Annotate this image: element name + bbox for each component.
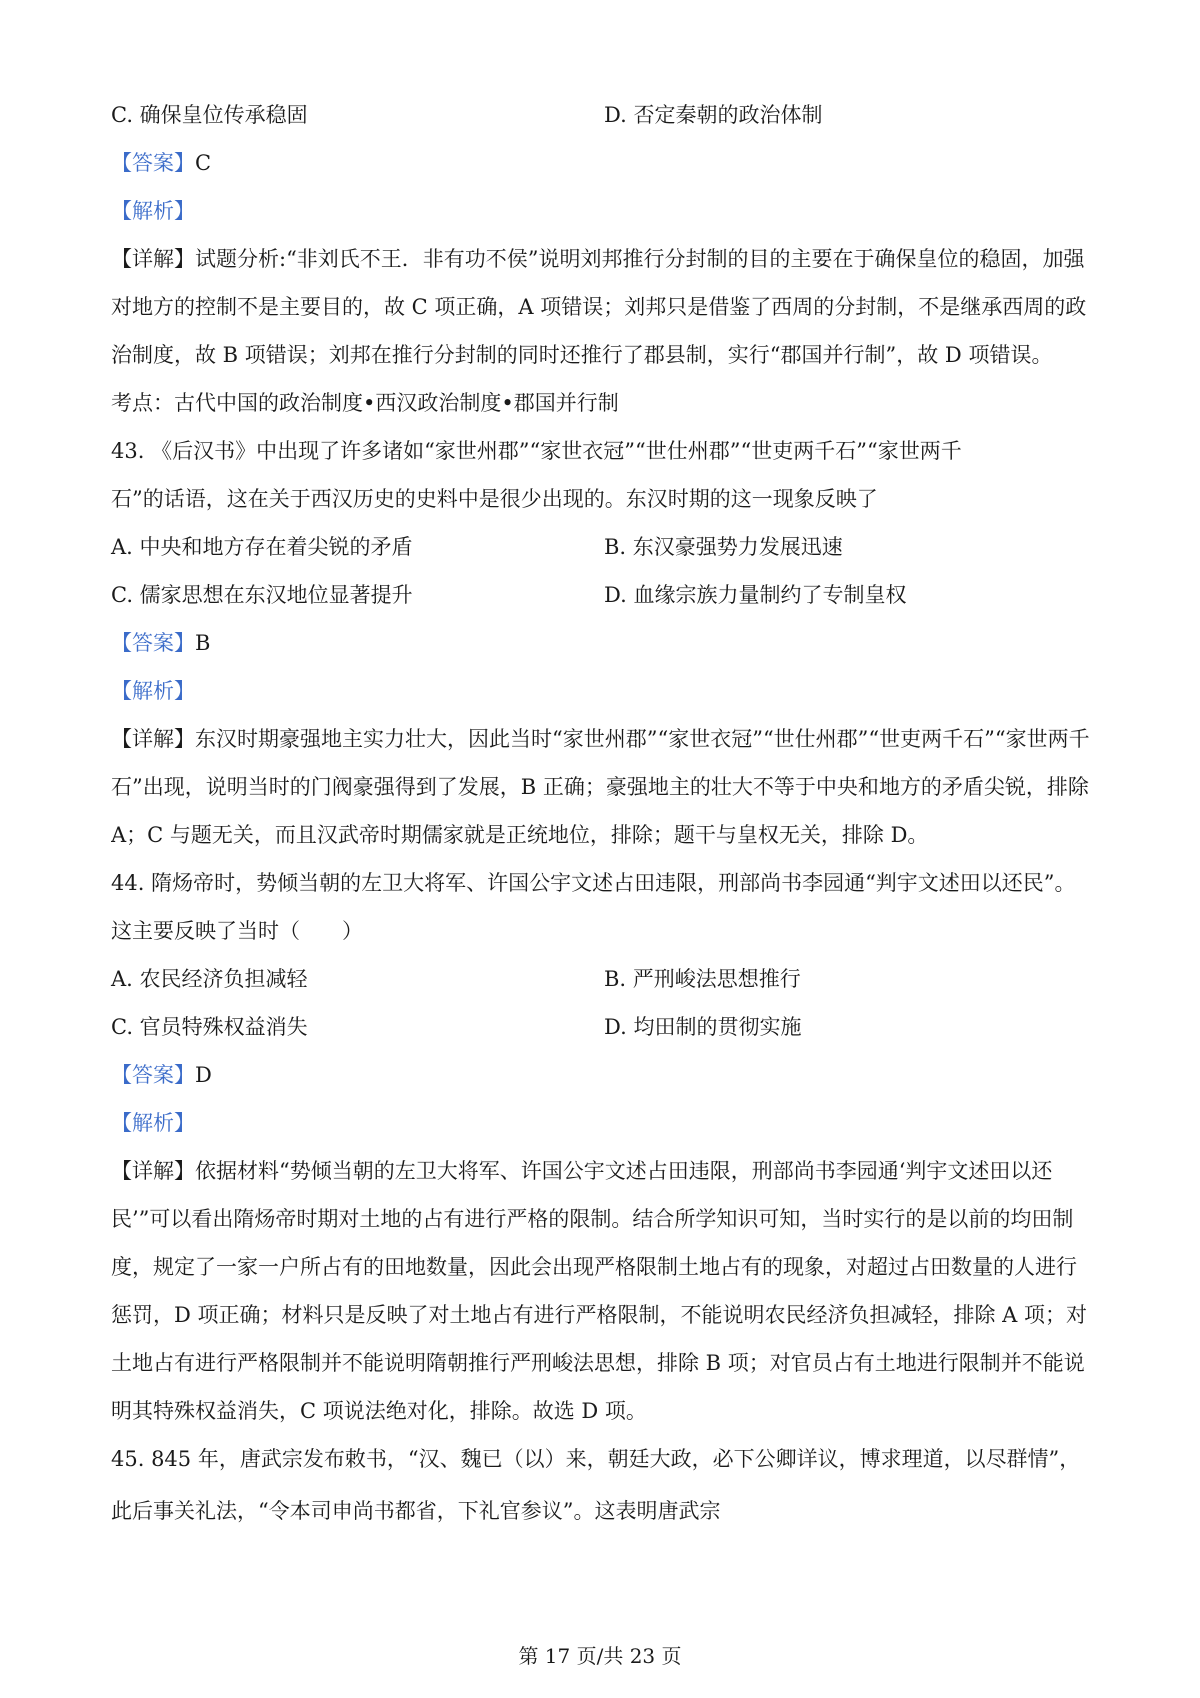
q42-detail-line-3: 治制度，故 B 项错误；刘邦在推行分封制的同时还推行了郡县制，实行“郡国并行制”，故 D 项错误。 xyxy=(111,343,1053,367)
q42-analysis-label: 【解析】 xyxy=(111,199,195,223)
answer-label: 【答案】 xyxy=(111,1063,195,1087)
q44-detail-line-3: 度，规定了一家一户所占有的田地数量，因此会出现严格限制土地占有的现象，对超过占田数量的人进行 xyxy=(111,1255,1077,1279)
q44-option-d: D. 均田制的贯彻实施 xyxy=(604,1015,802,1039)
q43-analysis-label: 【解析】 xyxy=(111,679,195,703)
page-number: 第 17 页/共 23 页 xyxy=(518,1644,682,1668)
q44-option-c: C. 官员特殊权益消失 xyxy=(111,1015,308,1039)
detail-label: 【详解】 xyxy=(111,247,195,271)
q43-stem-line-2: 石”的话语，这在关于西汉历史的史料中是很少出现的。东汉时期的这一现象反映了 xyxy=(111,487,878,511)
q42-detail-line-1: 【详解】试题分析:“非刘氏不王．非有功不侯”说明刘邦推行分封制的目的主要在于确保皇位的稳固，加强 xyxy=(111,247,1085,271)
q44-stem-line-1: 44. 隋炀帝时，势倾当朝的左卫大将军、许国公宇文述占田违限，刑部尚书李园通“判宇文述田以还民”。 xyxy=(111,871,1076,895)
q43-detail-line-1: 【详解】东汉时期豪强地主实力壮大，因此当时“家世州郡”“家世衣冠”“世仕州郡”“世吏两千石”“家世两千 xyxy=(111,727,1090,751)
answer-value: D xyxy=(195,1063,212,1087)
q42-kaodian: 考点：古代中国的政治制度•西汉政治制度•郡国并行制 xyxy=(111,391,619,415)
q43-detail-line-3: A；C 与题无关，而且汉武帝时期儒家就是正统地位，排除；题干与皇权无关，排除 D。 xyxy=(111,823,929,847)
q45-stem-line-1: 45. 845 年，唐武宗发布敕书，“汉、魏已（以）来，朝廷大政，必下公卿详议，博求理道，以尽群情”， xyxy=(111,1447,1081,1471)
q43-detail-line-2: 石”出现，说明当时的门阀豪强得到了发展，B 正确；豪强地主的壮大不等于中央和地方的矛盾尖锐，排除 xyxy=(111,775,1089,799)
q44-stem-line-2: 这主要反映了当时（ ） xyxy=(111,919,363,943)
q44-detail-line-2: 民’”可以看出隋炀帝时期对土地的占有进行严格的限制。结合所学知识可知，当时实行的是以前的均田制 xyxy=(111,1207,1074,1231)
q43-stem-line-1: 43. 《后汉书》中出现了许多诸如“家世州郡”“家世衣冠”“世仕州郡”“世吏两千石”“家世两千 xyxy=(111,439,962,463)
q43-option-a: A. 中央和地方存在着尖锐的矛盾 xyxy=(111,535,413,559)
q43-option-c: C. 儒家思想在东汉地位显著提升 xyxy=(111,583,413,607)
q44-detail-line-4: 惩罚，D 项正确；材料只是反映了对土地占有进行严格限制，不能说明农民经济负担减轻，排除 A 项；对 xyxy=(111,1303,1088,1327)
q45-stem-line-2: 此后事关礼法，“令本司申尚书都省，下礼官参议”。这表明唐武宗 xyxy=(111,1499,721,1523)
answer-value: B xyxy=(195,631,211,655)
q44-analysis-label: 【解析】 xyxy=(111,1111,195,1135)
q44-option-a: A. 农民经济负担减轻 xyxy=(111,967,308,991)
answer-label: 【答案】 xyxy=(111,151,195,175)
q42-answer xyxy=(111,148,1101,178)
q43-option-d: D. 血缘宗族力量制约了专制皇权 xyxy=(604,583,907,607)
detail-label: 【详解】 xyxy=(111,727,195,751)
q44-option-b: B. 严刑峻法思想推行 xyxy=(604,967,801,991)
q43-option-b: B. 东汉豪强势力发展迅速 xyxy=(604,535,843,559)
q44-detail-line-5: 土地占有进行严格限制并不能说明隋朝推行严刑峻法思想，排除 B 项；对官员占有土地进行限制并不能说 xyxy=(111,1351,1085,1375)
answer-value: C xyxy=(195,151,212,175)
q44-detail-line-6: 明其特殊权益消失，C 项说法绝对化，排除。故选 D 项。 xyxy=(111,1399,647,1423)
q44-answer xyxy=(111,1060,1101,1090)
q44-detail-line-1: 【详解】依据材料“势倾当朝的左卫大将军、许国公宇文述占田违限，刑部尚书李园通‘判宇文述田以还 xyxy=(111,1159,1053,1183)
q42-option-d: D. 否定秦朝的政治体制 xyxy=(604,103,823,127)
answer-label: 【答案】 xyxy=(111,631,195,655)
detail-label: 【详解】 xyxy=(111,1159,195,1183)
q42-detail-line-2: 对地方的控制不是主要目的，故 C 项正确，A 项错误；刘邦只是借鉴了西周的分封制，不是继承西周的政 xyxy=(111,295,1087,319)
q42-option-c: C. 确保皇位传承稳固 xyxy=(111,103,308,127)
q43-answer xyxy=(111,628,1101,658)
